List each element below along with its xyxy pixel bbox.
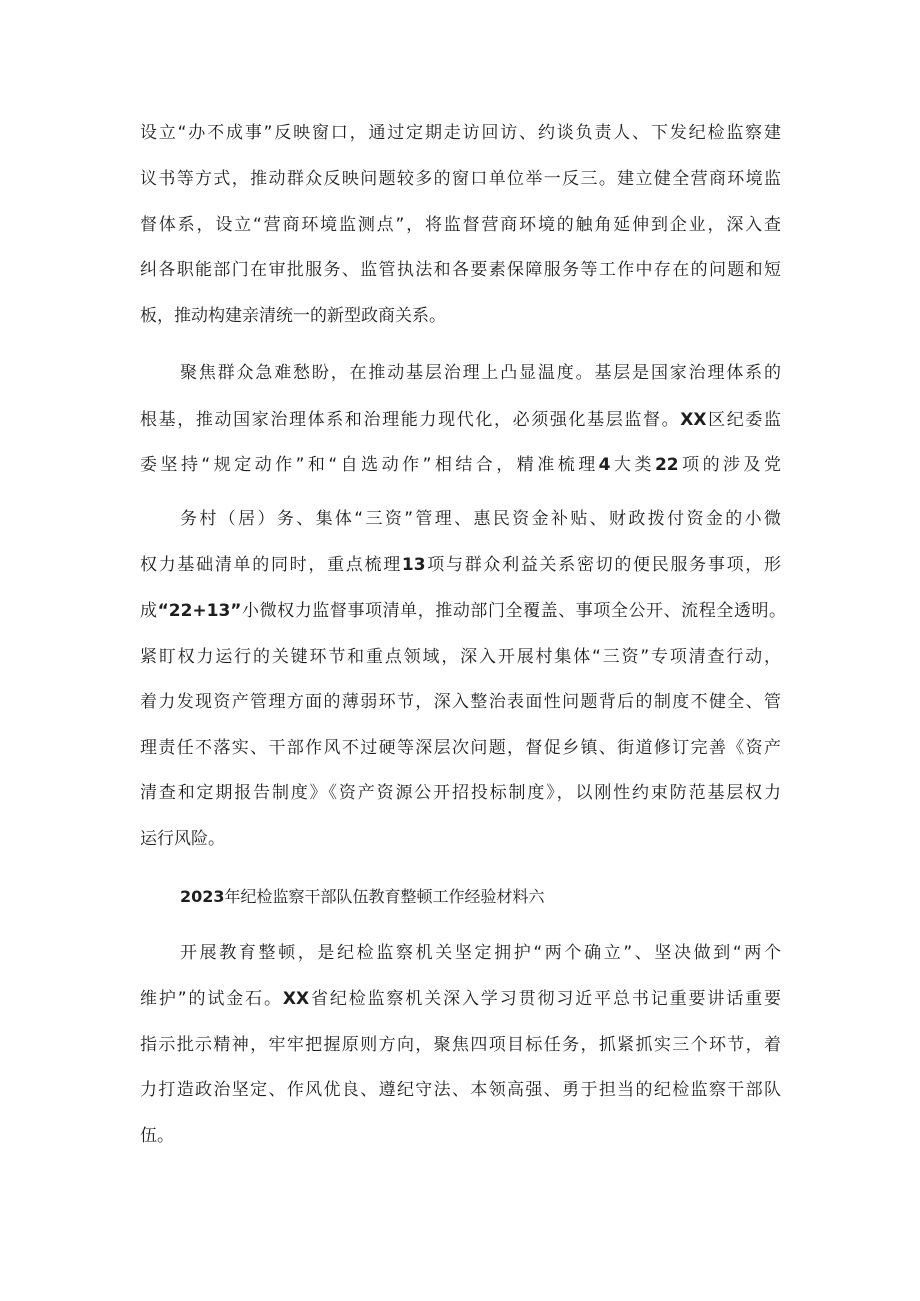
paragraph-line bbox=[140, 212, 781, 238]
line-text: 紧盯权力运行的关键环节和重点领域，深入开展村集体“三资”专项清查行动， bbox=[140, 647, 781, 667]
line-text: 省纪检监察机关深入学习贯彻习近平总书记重要讲话重要 bbox=[309, 989, 782, 1009]
paragraph-line bbox=[140, 598, 786, 624]
paragraph-line bbox=[140, 644, 781, 670]
line-text: 维护”的试金石。 bbox=[140, 989, 283, 1009]
section-heading bbox=[180, 885, 740, 909]
bold-text: XX bbox=[282, 989, 310, 1009]
paragraph-line bbox=[140, 257, 781, 283]
bold-text: 22 bbox=[654, 455, 679, 475]
paragraph-line bbox=[140, 166, 781, 192]
bold-text: XX bbox=[680, 410, 707, 430]
paragraph-line bbox=[140, 452, 781, 478]
paragraph-line bbox=[140, 826, 781, 852]
paragraph-line bbox=[140, 1077, 781, 1103]
line-text: 指示批示精神，牢牢把握原则方向，聚焦四项目标任务，抓紧抓实三个环节，着 bbox=[140, 1035, 781, 1055]
line-text: 纠各职能部门在审批服务、监管执法和各要素保障服务等工作中存在的问题和短 bbox=[140, 260, 781, 280]
paragraph-line bbox=[140, 120, 781, 146]
line-text: 聚焦群众急难愁盼，在推动基层治理上凸显温度。基层是国家治理体系的 bbox=[180, 363, 781, 383]
paragraph-line bbox=[180, 360, 781, 386]
line-text: 板，推动构建亲清统一的新型政商关系。 bbox=[140, 306, 446, 326]
line-text: 力打造政治坚定、作风优良、遵纪守法、本领高强、勇于担当的纪检监察干部队 bbox=[140, 1080, 781, 1100]
paragraph-line bbox=[140, 986, 781, 1012]
line-text: 务村（居）务、集体“三资”管理、惠民资金补贴、财政拨付资金的小微 bbox=[180, 509, 781, 529]
paragraph-line bbox=[140, 407, 781, 433]
paragraph-line bbox=[140, 303, 781, 329]
line-text: 议书等方式，推动群众反映问题较多的窗口单位举一反三。建立健全营商环境监 bbox=[140, 169, 781, 189]
line-text: 区纪委监 bbox=[706, 410, 782, 430]
line-text: 小微权力监督事项清单，推动部门全覆盖、事项全公开、流程全透明。 bbox=[241, 601, 787, 621]
line-text: 权力基础清单的同时，重点梳理 bbox=[140, 555, 402, 575]
line-text: 运行风险。 bbox=[140, 829, 225, 849]
line-text: 委坚持“规定动作”和“自选动作”相结合，精准梳理 bbox=[140, 455, 599, 475]
line-text: 大类 bbox=[610, 455, 655, 475]
line-text: 开展教育整顿，是纪检监察机关坚定拥护“两个确立”、坚决做到“两个 bbox=[180, 943, 781, 963]
line-text: 着力发现资产管理方面的薄弱环节，深入整治表面性问题背后的制度不健全、管 bbox=[140, 692, 781, 712]
line-text: 清查和定期报告制度》《资产资源公开招投标制度》，以刚性约束防范基层权力 bbox=[140, 783, 781, 803]
paragraph-line bbox=[140, 1032, 781, 1058]
bold-text: 4 bbox=[598, 455, 611, 475]
line-text: 督体系，设立“营商环境监测点”，将监督营商环境的触角延伸到企业，深入查 bbox=[140, 215, 781, 235]
line-text: 项的涉及党 bbox=[678, 455, 782, 475]
line-text: 伍。 bbox=[140, 1126, 174, 1146]
line-text: 根基，推动国家治理体系和治理能力现代化，必须强化基层监督。 bbox=[140, 410, 681, 430]
paragraph-line bbox=[140, 780, 781, 806]
paragraph-line bbox=[180, 506, 781, 532]
line-text: 理责任不落实、干部作风不过硬等深层次问题，督促乡镇、街道修订完善《资产 bbox=[140, 738, 781, 758]
line-text: 成 bbox=[140, 601, 158, 621]
paragraph-line bbox=[140, 1123, 781, 1149]
line-text: 项与群众利益关系密切的便民服务事项，形 bbox=[425, 555, 782, 575]
paragraph-line bbox=[140, 552, 781, 578]
heading-year: 2023 bbox=[180, 887, 225, 906]
paragraph-line bbox=[140, 735, 781, 761]
bold-text: 13 bbox=[401, 555, 426, 575]
paragraph-line bbox=[180, 940, 781, 966]
paragraph-line bbox=[140, 689, 781, 715]
bold-text: “22+13” bbox=[157, 601, 242, 621]
line-text: 设立“办不成事”反映窗口，通过定期走访回访、约谈负责人、下发纪检监察建 bbox=[140, 123, 781, 143]
heading-text: 年纪检监察干部队伍教育整顿工作经验材料六 bbox=[224, 887, 545, 906]
